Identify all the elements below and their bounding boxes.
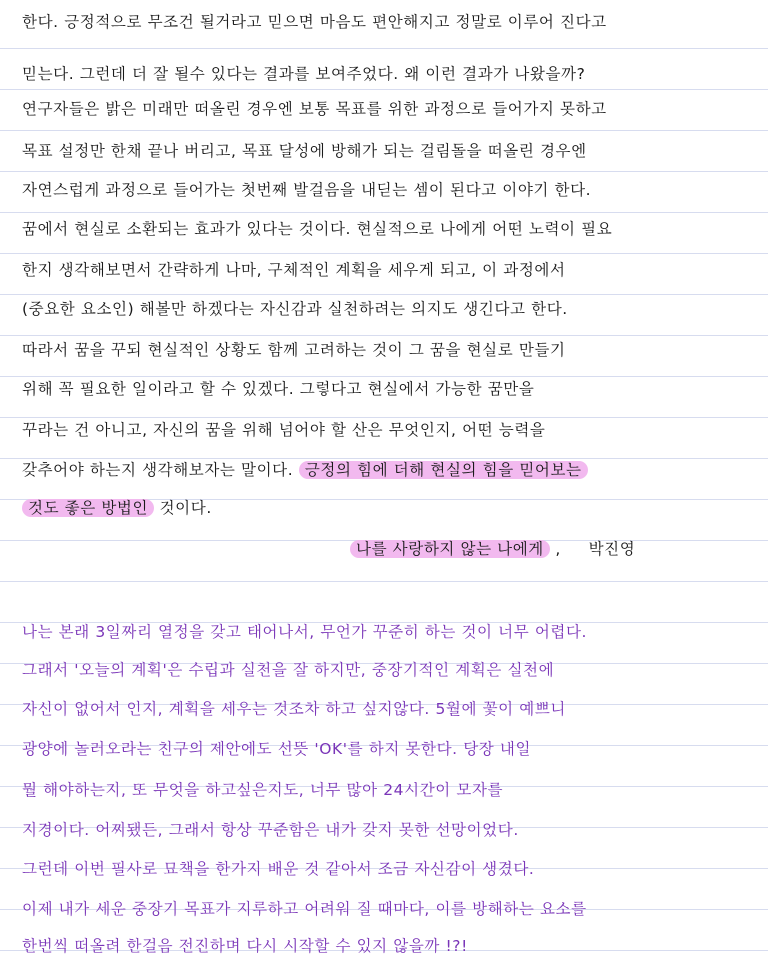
text-line-4: 목표 설정만 한채 끝나 버리고, 목표 달성에 방해가 되는 걸림돌을 떠올린 경우엔 bbox=[22, 142, 587, 160]
text-line-11: 꾸라는 건 아니고, 자신의 꿈을 위해 넘어야 할 산은 무엇인지, 어떤 능력을 bbox=[22, 421, 546, 439]
signature-separator: , bbox=[555, 540, 561, 558]
book-author: 박진영 bbox=[588, 540, 636, 558]
text-line-12-start: 갖추어야 하는지 생각해보자는 말이다. bbox=[22, 461, 294, 479]
text-line-3: 연구자들은 밝은 미래만 떠올린 경우엔 보통 목표를 위한 과정으로 들어가지 못하고 bbox=[22, 100, 607, 118]
reflection-line-1: 나는 본래 3일짜리 열정을 갖고 태어나서, 무언가 꾸준히 하는 것이 너무 어렵다. bbox=[22, 623, 588, 641]
reflection-line-5: 뭘 해야하는지, 또 무엇을 하고싶은지도, 너무 많아 24시간이 모자를 bbox=[22, 781, 504, 799]
text-line-5: 자연스럽게 과정으로 들어가는 첫번째 발걸음을 내딛는 셈이 된다고 이야기 한다. bbox=[22, 181, 592, 199]
reflection-line-3: 자신이 없어서 인지, 계획을 세우는 것조차 하고 싶지않다. 5월에 꽃이 예쁘니 bbox=[22, 700, 566, 718]
text-line-12 bbox=[22, 458, 752, 482]
reflection-line-9: 한번씩 떠올려 한걸음 전진하며 다시 시작할 수 있지 않을까 !?! bbox=[22, 937, 468, 955]
reflection-line-8: 이제 내가 세운 중장기 목표가 지루하고 어려워 질 때마다, 이를 방해하는 요소를 bbox=[22, 900, 587, 918]
book-signature bbox=[350, 537, 635, 559]
book-title: 나를 사랑하지 않는 나에게 bbox=[350, 540, 550, 558]
reflection-line-6: 지경이다. 어찌됐든, 그래서 항상 꾸준함은 내가 갖지 못한 선망이었다. bbox=[22, 821, 519, 839]
text-line-13 bbox=[22, 496, 752, 520]
text-line-7: 한지 생각해보면서 간략하게 나마, 구체적인 계획을 세우게 되고, 이 과정에서 bbox=[22, 261, 566, 279]
reflection-line-4: 광양에 놀러오라는 친구의 제안에도 선뜻 'OK'를 하지 못한다. 당장 내일 bbox=[22, 740, 532, 758]
highlight-quote-2: 것도 좋은 방법인 bbox=[22, 499, 154, 517]
text-line-13-end: 것이다. bbox=[159, 499, 212, 517]
text-line-6: 꿈에서 현실로 소환되는 효과가 있다는 것이다. 현실적으로 나에게 어떤 노력이 필요 bbox=[22, 220, 613, 238]
reflection-line-2: 그래서 '오늘의 계획'은 수립과 실천을 잘 하지만, 중장기적인 계획은 실천에 bbox=[22, 661, 555, 679]
text-line-9: 따라서 꿈을 꾸되 현실적인 상황도 함께 고려하는 것이 그 꿈을 현실로 만들기 bbox=[22, 341, 566, 359]
highlight-quote-1: 긍정의 힘에 더해 현실의 힘을 믿어보는 bbox=[299, 461, 588, 479]
text-line-8: (중요한 요소인) 해볼만 하겠다는 자신감과 실천하려는 의지도 생긴다고 한다. bbox=[22, 300, 568, 318]
text-line-1: 한다. 긍정적으로 무조건 될거라고 믿으면 마음도 편안해지고 정말로 이루어 진다고 bbox=[22, 13, 607, 31]
reflection-line-7: 그런데 이번 필사로 묘책을 한가지 배운 것 같아서 조금 자신감이 생겼다. bbox=[22, 860, 535, 878]
text-line-10: 위해 꼭 필요한 일이라고 할 수 있겠다. 그렇다고 현실에서 가능한 꿈만을 bbox=[22, 380, 535, 398]
text-line-2: 믿는다. 그런데 더 잘 될수 있다는 결과를 보여주었다. 왜 이런 결과가 나왔을까? bbox=[22, 65, 586, 83]
